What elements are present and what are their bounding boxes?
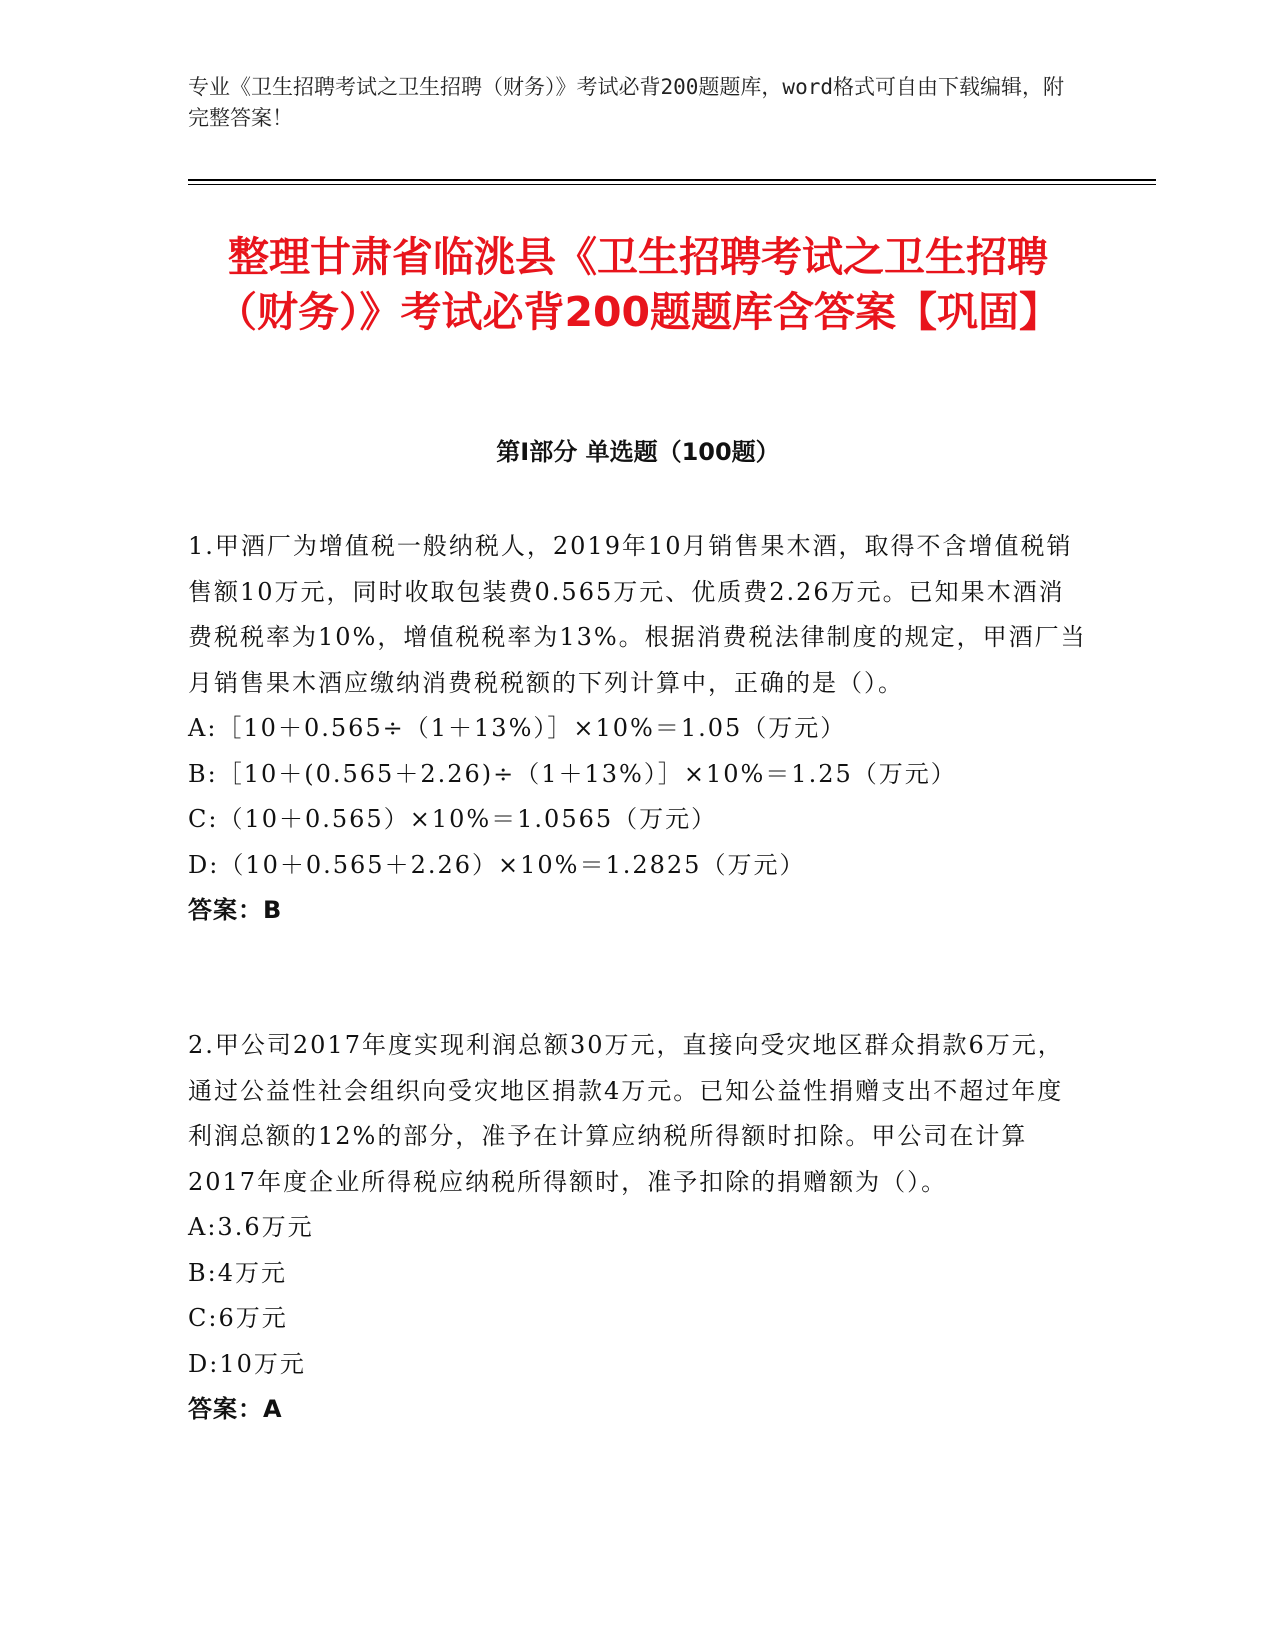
document-title: 整理甘肃省临洮县《卫生招聘考试之卫生招聘（财务）》考试必背200题题库含答案【巩固】 — [215, 233, 1061, 336]
question-2 — [188, 1023, 1088, 1433]
option-c: C:6万元 — [188, 1304, 288, 1332]
question-1 — [188, 524, 1088, 934]
option-b: B:4万元 — [188, 1258, 287, 1287]
question-stem: 1.甲酒厂为增值税一般纳税人，2019年10月销售果木酒，取得不含增值税销售额10万元，同时收取包装费0.565万元、优质费2.26万元。已知果木酒消费税税率为10%，增值税税率为13%。根据消费税法律制度的规定，甲酒厂当月销售果木酒应缴纳消费税税额的下列计算中，正确的是（）。 — [188, 532, 1087, 697]
section-title: 第I部分 单选题（100题） — [496, 438, 780, 466]
header-note: 专业《卫生招聘考试之卫生招聘（财务）》考试必背200题题库，word格式可自由下载编辑，附完整答案！ — [188, 75, 1064, 130]
question-stem: 2.甲公司2017年度实现利润总额30万元，直接向受灾地区群众捐款6万元，通过公益性社会组织向受灾地区捐款4万元。已知公益性捐赠支出不超过年度利润总额的12%的部分，准予在计算应纳税所得额时扣除。甲公司在计算2017年度企业所得税应纳税所得额时，准予扣除的捐赠额为（）。 — [188, 1031, 1064, 1196]
option-d: D:10万元 — [188, 1349, 306, 1378]
option-b: B:［10＋(0.565＋2.26)÷（1＋13%）］×10%＝1.25（万元） — [188, 759, 957, 788]
header-divider-thin — [188, 184, 1156, 185]
header-divider-thick — [188, 179, 1156, 181]
option-a: A:［10＋0.565÷（1＋13%）］×10%＝1.05（万元） — [188, 714, 847, 742]
answer: 答案：B — [188, 896, 283, 924]
answer: 答案：A — [188, 1395, 283, 1423]
option-a: A:3.6万元 — [188, 1213, 314, 1241]
option-c: C:（10＋0.565）×10%＝1.0565（万元） — [188, 805, 718, 833]
option-d: D:（10＋0.565＋2.26）×10%＝1.2825（万元） — [188, 850, 806, 879]
